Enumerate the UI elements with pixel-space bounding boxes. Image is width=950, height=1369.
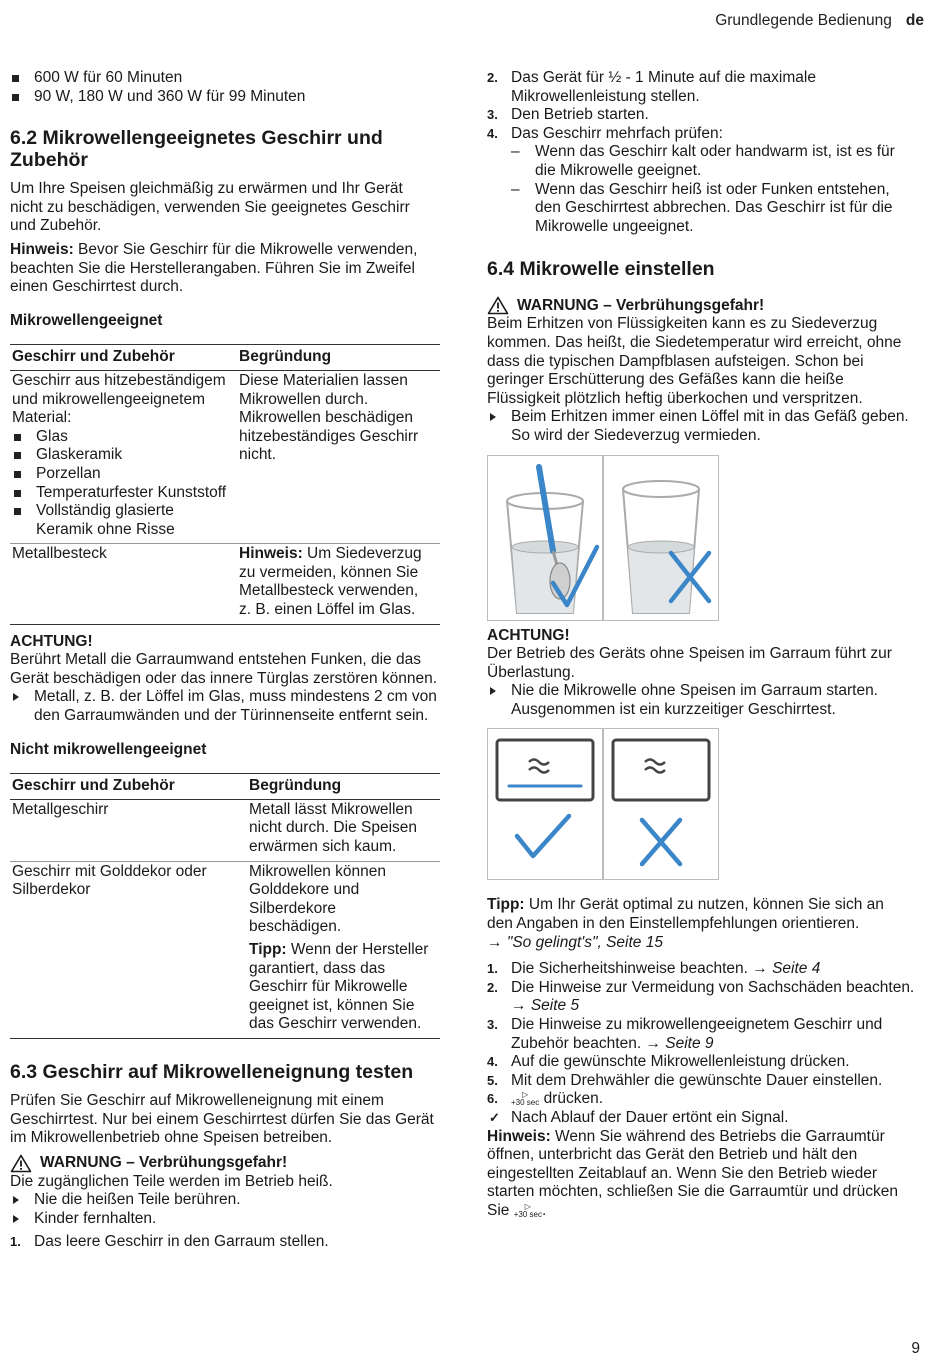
step-item — [487, 1072, 911, 1091]
list-item: Vollständig glasierte Keramik ohne Risse — [12, 502, 227, 539]
glass-test-illustration — [487, 455, 719, 621]
achtung-text: Berührt Metall die Garraumwand entstehen Funken, die das Gerät beschädigen oder das innere Türglas zerstören können. — [10, 651, 438, 687]
table-row — [10, 544, 440, 624]
step-number: 3. — [487, 1017, 498, 1033]
warning-label: WARNUNG – Verbrühungsgefahr! — [40, 1153, 288, 1171]
table-cell: Metallbesteck — [10, 544, 237, 624]
section-heading-6-3: 6.3 Geschirr auf Mikrowelleneignung testen — [10, 1060, 414, 1083]
step-number: 6. — [487, 1091, 498, 1107]
step-item — [487, 106, 917, 125]
table-cell-text: Um Siedeverzug zu vermeiden, können Sie Metallbesteck verwenden, z. B. einen Löffel im Glas. — [239, 545, 422, 619]
warning-text: Beim Erhitzen von Flüssigkeiten kann es zu Siedeverzug kommen. Das heißt, die Siedetemperatur wird erreicht, ohne dass die typischen Dampfblasen aufsteigen. Schon bei geringer Erschütterung des Gefäßes kann die heiße Flüssigkeit plötzlich heftig überkochen und verspritzen. — [487, 315, 902, 407]
table-header: Geschirr und Zubehör — [10, 345, 237, 371]
table-cell: Mikrowellen können Golddekore und Silberdekore beschädigen. — [249, 862, 386, 936]
step-text: Den Betrieb starten. — [511, 106, 649, 124]
page-number: 9 — [911, 1340, 920, 1358]
step-item — [487, 1053, 917, 1072]
table-row — [10, 799, 440, 861]
step-item — [487, 69, 921, 106]
step-item — [487, 960, 917, 979]
warning-label: WARNUNG – Verbrühungsgefahr! — [517, 296, 765, 314]
table-cell: Diese Materialien lassen Mikrowellen durch. Mikrowellen beschädigen hitzebeständiges Geschirr nicht. — [237, 370, 440, 543]
step-text: Das Geschirr mehrfach prüfen: — [511, 124, 723, 142]
hint-label: Hinweis: — [487, 1127, 551, 1145]
microwave-illustration — [487, 728, 719, 880]
left-column — [10, 69, 440, 1251]
page-reference-text: Seite 9 — [665, 1034, 714, 1052]
step-item — [487, 1016, 921, 1053]
warning-text: Die zugänglichen Teile werden im Betrieb heiß. — [10, 1172, 333, 1190]
running-header — [715, 12, 924, 31]
list-item: Temperaturfester Kunststoff — [12, 484, 227, 503]
warning-heading — [10, 1154, 440, 1173]
start-symbol-icon: ▷ +30 sec — [511, 1090, 540, 1108]
table-title-unsuitable: Nicht mikrowellengeeignet — [10, 740, 207, 758]
intro-text: Prüfen Sie Geschirr auf Mikrowelleneignung mit einem Geschirrtest. Nur bei einem Geschirrtest dürfen Sie das Gerät im Mikrowellenbetrieb ohne Speisen betreiben. — [10, 1091, 434, 1147]
tip-paragraph — [249, 941, 430, 1034]
warning-triangle-icon — [487, 296, 509, 315]
tip-label: Tipp: — [249, 940, 287, 958]
section-heading-6-4: 6.4 Mikrowelle einstellen — [487, 258, 715, 281]
header-lang: de — [905, 12, 924, 29]
result-item: ✓ Nach Ablauf der Dauer ertönt ein Signal. — [487, 1109, 917, 1128]
step-item — [487, 979, 921, 1016]
step-text: Das leere Geschirr in den Garraum stellen. — [34, 1232, 329, 1250]
step-text: Auf die gewünschte Mikrowellenleistung drücken. — [511, 1053, 850, 1071]
step-item: 1. Das leere Geschirr in den Garraum stellen. — [10, 1232, 329, 1250]
header-title: Grundlegende Bedienung — [715, 12, 892, 29]
right-column — [487, 69, 917, 1221]
table-row — [10, 370, 440, 543]
table-cell — [237, 544, 440, 624]
cross-reference-text: "So gelingt's", Seite 15 — [506, 933, 663, 951]
list-item: 90 W, 180 W und 360 W für 99 Minuten — [10, 88, 440, 107]
dash-item: – Wenn das Geschirr kalt oder handwarm ist, ist es für die Mikrowelle geeignet. — [487, 143, 915, 180]
step-number: 4. — [487, 1054, 498, 1070]
panel-frame — [604, 729, 719, 880]
achtung-label: ACHTUNG! — [10, 632, 93, 650]
dash-item: – Wenn das Geschirr heiß ist oder Funken entstehen, den Geschirrtest abbrechen. Das Geschirr ist für die Mikrowelle ungeeignet. — [487, 181, 913, 237]
warning-step: Beim Erhitzen immer einen Löffel mit in das Gefäß geben. So wird der Siedeverzug vermieden. — [487, 408, 911, 445]
step-number: 2. — [487, 70, 498, 85]
step-number: 5. — [487, 1072, 498, 1088]
hint-label: Hinweis: — [239, 545, 303, 563]
tip-paragraph — [487, 896, 912, 933]
step-item — [487, 1090, 917, 1109]
page-reference-text: Seite 5 — [530, 997, 580, 1015]
hint-label: Hinweis: — [10, 240, 74, 258]
step-number: 1. — [487, 961, 498, 977]
page-reference[interactable]: → Seite 5 — [511, 997, 580, 1015]
step-number: 2. — [487, 979, 498, 995]
table-cell: Geschirr aus hitzebeständigem und mikrowellengeeignetem Material: — [12, 371, 226, 427]
step-text: Die Hinweise zur Vermeidung von Sachschäden beachten. — [511, 978, 915, 996]
table-title-suitable: Mikrowellengeeignet — [10, 311, 163, 329]
table-header: Begründung — [247, 774, 440, 800]
warning-step: Kinder fernhalten. — [10, 1210, 440, 1229]
tip-label: Tipp: — [487, 896, 525, 914]
hint-paragraph: Hinweis: Wenn Sie während des Betriebs die Garraumtür öffnen, unterbricht das Gerät den Betrieb und hält den eingestellten Zeitablauf an. Wenn Sie den Betrieb wieder starten möchten, schließen Sie die Garraumtür und drücken Sie ▷ +30 sec. — [487, 1127, 898, 1219]
tip-text: Wenn der Hersteller garantiert, dass das Geschirr für Mikrowelle geeignet ist, können Sie das Geschirr verwenden. — [249, 940, 429, 1033]
page-reference[interactable]: → Seite 9 — [645, 1034, 714, 1052]
step-number: 3. — [487, 107, 498, 123]
list-item: 600 W für 60 Minuten — [10, 69, 440, 88]
cross-reference[interactable] — [487, 934, 917, 953]
page-reference-text: Seite 4 — [772, 960, 821, 978]
warning-triangle-icon — [10, 1154, 32, 1173]
warning-heading — [487, 296, 917, 315]
table-suitable — [10, 344, 440, 624]
hint-text: Wenn Sie während des Betriebs die Garraumtür öffnen, unterbricht das Gerät den Betrieb und hält den eingestellten Zeitablauf an. Wenn Sie den Betrieb wieder starten möchten, schließen Sie die Garraumtür und drücken Sie — [487, 1127, 898, 1219]
step-text: drücken. — [543, 1090, 604, 1108]
table-header: Begründung — [237, 345, 440, 371]
list-item: Porzellan — [12, 465, 227, 484]
step-text: Die Hinweise zu mikrowellengeeignetem Geschirr und Zubehör beachten. — [511, 1016, 883, 1052]
section-heading-6-2: 6.2 Mikrowellengeeignetes Geschirr und Zubehör — [10, 127, 383, 172]
achtung-label: ACHTUNG! — [487, 626, 570, 644]
list-item: Glas — [12, 428, 227, 447]
step-text: Das Gerät für ½ - 1 Minute auf die maximale Mikrowellenleistung stellen. — [511, 69, 816, 105]
hint-text: Bevor Sie Geschirr für die Mikrowelle verwenden, beachten Sie die Herstellerangaben. Führen Sie im Zweifel einen Geschirrtest durch. — [10, 240, 418, 296]
page-reference[interactable]: → Seite 4 — [752, 960, 821, 978]
table-row — [10, 861, 440, 1038]
arrow-ref-icon: → — [487, 933, 507, 951]
step-item — [487, 125, 917, 144]
intro-text: Um Ihre Speisen gleichmäßig zu erwärmen und Ihr Gerät nicht zu beschädigen, verwenden Sie geeignetes Geschirr und Zubehör. — [10, 180, 410, 235]
step-number: 4. — [487, 125, 498, 141]
step-text: Die Sicherheitshinweise beachten. — [511, 960, 748, 978]
start-symbol-icon: ▷ +30 sec — [513, 1201, 542, 1219]
achtung-step: Nie die Mikrowelle ohne Speisen im Garraum starten. Ausgenommen ist ein kurzzeitiger Geschirrtest. — [487, 682, 921, 719]
panel-frame — [488, 729, 603, 880]
table-header: Geschirr und Zubehör — [10, 774, 247, 800]
table-cell: Metallgeschirr — [10, 799, 247, 861]
achtung-step: Metall, z. B. der Löffel im Glas, muss mindestens 2 cm von den Garraumwänden und der Türinnenseite entfernt sein. — [10, 688, 444, 725]
tip-text: Um Ihr Gerät optimal zu nutzen, können Sie sich an den Angaben in den Einstellempfehlungen orientieren. — [487, 896, 884, 933]
table-unsuitable — [10, 773, 440, 1039]
hint-paragraph — [10, 241, 432, 297]
table-cell: Geschirr mit Golddekor oder Silberdekor — [10, 861, 247, 1038]
warning-step: Nie die heißen Teile berühren. — [10, 1191, 440, 1210]
list-item: Glaskeramik — [12, 446, 227, 465]
achtung-text: Der Betrieb des Geräts ohne Speisen im Garraum führt zur Überlastung. — [487, 645, 892, 681]
step-text: Mit dem Drehwähler die gewünschte Dauer einstellen. — [511, 1071, 883, 1089]
table-cell: Metall lässt Mikrowellen nicht durch. Die Speisen erwärmen sich kaum. — [247, 799, 440, 861]
start-symbol-label: +30 sec — [511, 1098, 540, 1108]
